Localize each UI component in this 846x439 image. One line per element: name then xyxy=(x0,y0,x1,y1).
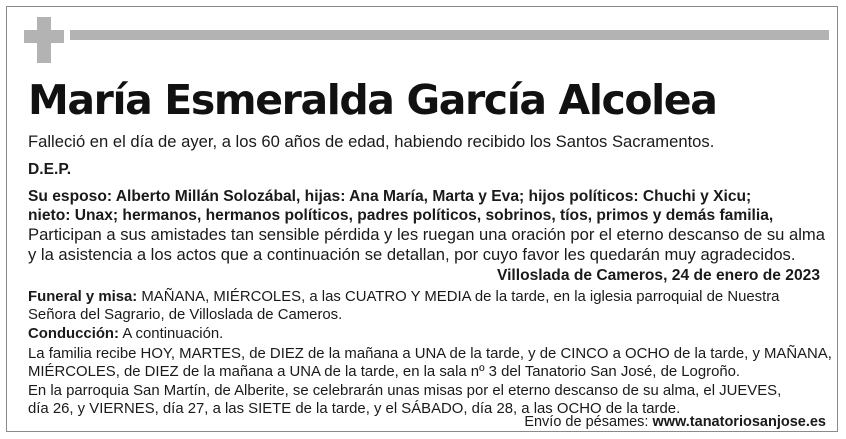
vigil-info xyxy=(28,345,832,382)
deceased-name: María Esmeralda García Alcolea xyxy=(28,76,717,124)
conduccion-text: A continuación. xyxy=(119,326,224,342)
footer-url[interactable]: www.tanatoriosanjose.es xyxy=(652,414,826,430)
masses-line-1: En la parroquia San Martín, de Alberite, se celebrarán unas misas por el eterno descanso de su alma, el JUEVES, xyxy=(28,383,782,399)
family-line-2: nieto: Unax; hermanos, hermanos políticos, padres políticos, sobrinos, tíos, primos y demás familia, xyxy=(28,207,774,224)
family-list xyxy=(28,187,828,225)
funeral-text-2: Señora del Sagrario, de Villoslada de Cameros. xyxy=(28,307,343,324)
conduccion-info xyxy=(28,325,828,343)
death-announcement: Falleció en el día de ayer, a los 60 años de edad, habiendo recibido los Santos Sacramentos. xyxy=(28,132,715,151)
vigil-line-2: MIÉRCOLES, de DIEZ de la mañana a UNA de la tarde, en la sala nº 3 del Tanatorio San José, de Logroño. xyxy=(28,364,741,381)
header-rule xyxy=(70,30,829,40)
vigil-line-1: La familia recibe HOY, MARTES, de DIEZ de la mañana a UNA de la tarde, y de CINCO a OCHO de la tarde, y MAÑANA, xyxy=(28,346,832,362)
family-line-1: Su esposo: Alberto Millán Solozábal, hijas: Ana María, Marta y Eva; hijos políticos: Chuchi y Xicu; xyxy=(28,188,752,205)
funeral-info xyxy=(28,288,828,325)
funeral-label: Funeral y misa: xyxy=(28,289,138,305)
condolences-footer xyxy=(524,413,826,431)
cross-icon-bar xyxy=(24,30,64,43)
masses-line-2: día 26, y VIERNES, día 27, a las SIETE de la tarde, y el SÁBADO, día 28, a las OCHO de la tarde. xyxy=(28,401,681,418)
invitation-line-2: y la asistencia a los actos que a continuación se detallan, por cuyo favor les quedarán muy agradecidos. xyxy=(28,245,796,264)
place-date: Villoslada de Cameros, 24 de enero de 2023 xyxy=(496,267,820,284)
funeral-text: MAÑANA, MIÉRCOLES, a las CUATRO Y MEDIA de la tarde, en la iglesia parroquial de Nuestra xyxy=(137,289,780,305)
invitation-line-1: Participan a sus amistades tan sensible pérdida y les ruegan una oración por el eterno descanso de su alma xyxy=(28,225,825,244)
conduccion-label: Conducción: xyxy=(28,326,119,342)
invitation-text xyxy=(28,225,828,265)
footer-label: Envío de pésames: xyxy=(524,414,653,430)
dep-label: D.E.P. xyxy=(28,161,72,178)
